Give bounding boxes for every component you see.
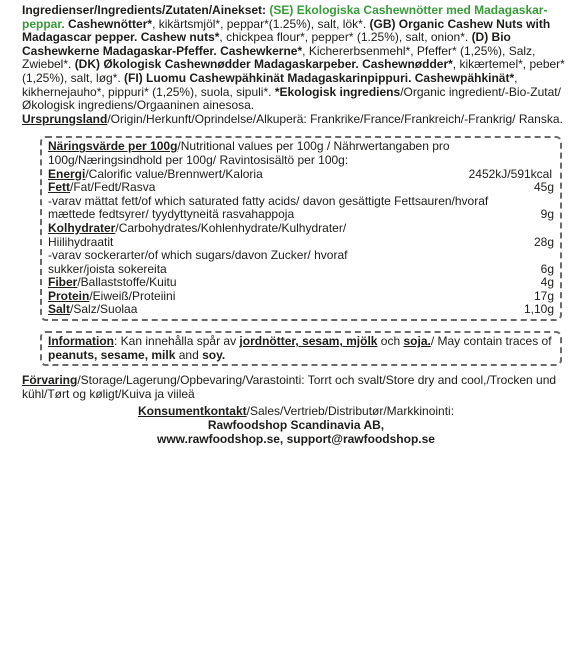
fi-product-name: (FI) Luomu Cashewpähkinät Madagaskarinpippuri. — [124, 70, 412, 85]
nutrition-value: 17g — [533, 288, 554, 303]
se-product-name: (SE) Ekologiska Cashewnötter med Madagaskar-peppar. — [22, 3, 548, 31]
gb-main-ingredient: Cashew nuts* — [140, 30, 220, 45]
nutrition-row-energy: Energi/Calorific value/Brennwert/Kaloria 2452kJ/591kcal — [48, 166, 552, 181]
ingredients-text — [22, 4, 570, 126]
nutrition-row-protein: Protein/Eiweiß/Proteiini 17g — [48, 288, 554, 303]
dk-main-ingredient: Cashewnødder* — [362, 57, 453, 72]
product-label — [22, 4, 570, 446]
contact-text: /Sales/Vertrieb/Distributør/Markkinointi: — [246, 404, 455, 419]
nutrition-row-sugars: -varav sockerarter/of which sugars/davon Zucker/ hvoraf sukker/joista sokereita 6g — [48, 248, 554, 276]
dk-product-name: (DK) Økologisk Cashewnødder Madagaskarpeber. — [74, 57, 359, 72]
nutrition-row-fat: Fett/Fat/Fedt/Rasva 45g — [48, 180, 554, 195]
nutrition-value: 1,10g — [523, 302, 554, 317]
fi-ingredients: , kikhernejauho*, pippuri* (1,25%), suola, sipuli*. — [22, 70, 518, 99]
d-main-ingredient: Cashewkerne* — [220, 43, 303, 58]
company-name: Rawfoodshop Scandinavia AB, — [207, 418, 385, 433]
gb-ingredients: , chickpea flour*, pepper* (1.25%), salt, onion*. — [219, 30, 472, 45]
nutrition-table — [40, 136, 562, 321]
nutrition-value: 45g — [533, 180, 554, 195]
nutrition-row-saturated-fat: -varav mättat fett/of which saturated fatty acids/ davon gesättigte Fettsauren/hvoraf mættede fedtsyrer/ tyydyttyneitä rasvahappoja 9g — [48, 193, 554, 222]
gb-product-name: (GB) Organic Cashew Nuts with Madagascar pepper. — [22, 16, 551, 45]
allergen-label: Information — [48, 334, 114, 349]
consumer-contact — [22, 405, 570, 446]
organic-note-text: /Organic ingredient/-Bio-Zutat/Økologisk ingrediens/Orgaaninen ainesosa. — [22, 84, 561, 113]
origin-label: Ursprungsland — [22, 111, 108, 126]
organic-note-label: *Ekologisk ingrediens — [274, 84, 401, 99]
nutrition-heading: Näringsvärde per 100g/Nutritional values per 100g / Nährwertangaben pro 100g/Næringsindhold per 100g/ Ravintosisältö per 100g: — [48, 139, 450, 167]
nutrition-row-fiber: Fiber/Ballaststoffe/Kuitu 4g — [48, 275, 554, 290]
nutrition-value: 9g — [540, 207, 554, 222]
storage-text: /Storage/Lagerung/Opbevaring/Varastointi: Torrt och svalt/Store dry and cool,/Trocken und kühl/Tørt og køligt/Kuiva ja viileä — [22, 373, 557, 401]
contact-label: Konsumentkontakt — [137, 404, 247, 419]
d-product-name: (D) Bio Cashewkerne Madagaskar-Pfeffer. — [22, 30, 511, 58]
d-ingredients: , Kichererbsenmehl*, Pfeffer* (1,25%), Salz, Zwiebel*. — [22, 43, 536, 72]
fi-main-ingredient: Cashewpähkinät* — [414, 70, 515, 85]
nutrition-value: 6g — [540, 261, 554, 276]
nutrition-value: 28g — [533, 234, 554, 249]
dk-ingredients: , kikærtemel*, peber* (1,25%), salt, løg*. — [22, 57, 565, 85]
nutrition-value: 4g — [540, 275, 554, 290]
ingredients-heading: Ingredienser/Ingredients/Zutaten/Ainekset: — [22, 3, 270, 17]
allergen-info: Information: Kan innehålla spår av jordnötter, sesam, mjölk och soja./ May contain traces of peanuts, sesame, milk and soy. — [40, 331, 562, 366]
se-ingredients: , kikärtsmjöl*, peppar*(1.25%), salt, lök*. — [152, 16, 370, 31]
nutrition-row-carbohydrates: Kolhydrater/Carbohydrates/Kohlenhydrate/Kulhydrater/ Hiilihydraatit 28g — [48, 220, 554, 249]
website-email: www.rawfoodshop.se, support@rawfoodshop.se — [157, 431, 435, 446]
storage-info — [22, 374, 570, 401]
storage-label: Förvaring — [22, 373, 78, 388]
origin-text: /Origin/Herkunft/Oprindelse/Alkuperä: Frankrike/France/Frankreich/-Frankrig/ Ranska. — [107, 111, 563, 126]
nutrition-row-salt: Salt/Salz/Suolaa 1,10g — [48, 302, 554, 317]
se-main-ingredient: Cashewnötter* — [68, 16, 153, 31]
nutrition-value: 2452kJ/591kcal — [468, 166, 552, 181]
